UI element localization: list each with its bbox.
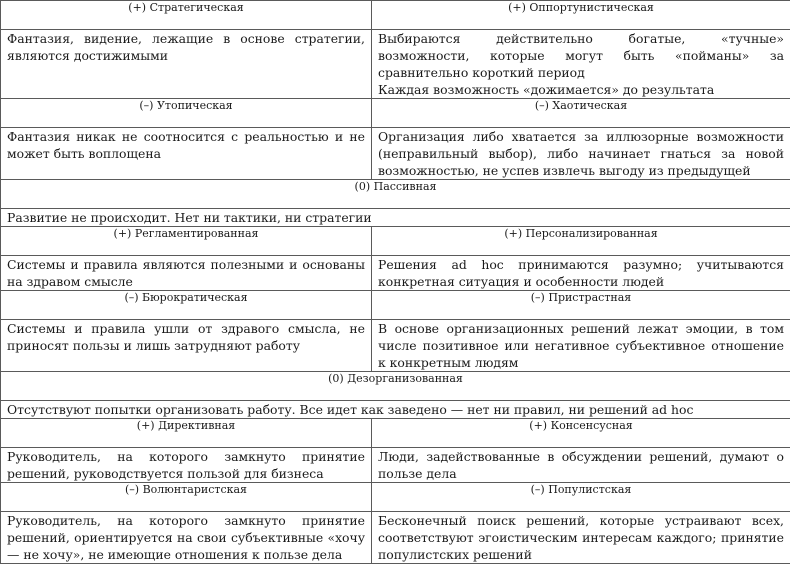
- cell-directive-description: Руководитель, на которого замкнуто принятие решений, руководствуется пользой для бизнеса: [1, 448, 372, 483]
- table-row: [1, 256, 790, 291]
- table-row: [1, 209, 790, 227]
- table-row: [1, 128, 790, 180]
- cell-regulated-header: (+) Регламентированная: [1, 227, 372, 256]
- cell-directive-header: (+) Директивная: [1, 419, 372, 448]
- table-row: [1, 180, 790, 209]
- cell-biased-header: (–) Пристрастная: [372, 291, 790, 320]
- table-row: [1, 291, 790, 320]
- cell-disorganized-header: (0) Дезорганизованная: [1, 372, 790, 401]
- cell-utopian-description: Фантазия никак не соотносится с реальностью и не может быть воплощена: [1, 128, 372, 180]
- cell-utopian-header: (–) Утопическая: [1, 99, 372, 128]
- opportunistic-description-line-2: Каждая возможность «дожимается» до результата: [378, 82, 715, 97]
- table-row: [1, 99, 790, 128]
- cell-personalized-header: (+) Персонализированная: [372, 227, 790, 256]
- table-row: [1, 448, 790, 483]
- cell-opportunistic-description: [372, 30, 790, 99]
- table-row: [1, 401, 790, 419]
- table-row: [1, 320, 790, 372]
- cell-populist-description: Бесконечный поиск решений, которые устраивают всех, соответствуют эгоистическим интересам каждого; принятие популистских решений: [372, 512, 790, 564]
- cell-bureaucratic-header: (–) Бюрократическая: [1, 291, 372, 320]
- cell-opportunistic-header: (+) Оппортунистическая: [372, 1, 790, 30]
- cell-voluntarist-description: Руководитель, на которого замкнуто принятие решений, ориентируется на свои субъективные «хочу — не хочу», не имеющие отношения к пользе дела: [1, 512, 372, 564]
- cell-regulated-description: Системы и правила являются полезными и основаны на здравом смысле: [1, 256, 372, 291]
- cell-chaotic-description: Организация либо хватается за иллюзорные возможности (неправильный выбор), либо начинает гнаться за новой возможностью, не успев извлечь выгоду из предыдущей: [372, 128, 790, 180]
- table-row: [1, 419, 790, 448]
- table-row: [1, 1, 790, 30]
- cell-voluntarist-header: (–) Волюнтаристская: [1, 483, 372, 512]
- cell-strategic-header: (+) Стратегическая: [1, 1, 372, 30]
- cell-passive-description: Развитие не происходит. Нет ни тактики, ни стратегии: [1, 209, 790, 227]
- table-row: [1, 30, 790, 99]
- cell-personalized-description: Решения ad hoc принимаются разумно; учитываются конкретная ситуация и особенности людей: [372, 256, 790, 291]
- cell-consensus-description: Люди, задействованные в обсуждении решений, думают о пользе дела: [372, 448, 790, 483]
- cell-populist-header: (–) Популистская: [372, 483, 790, 512]
- table-row: [1, 483, 790, 512]
- table-row: [1, 512, 790, 564]
- cell-consensus-header: (+) Консенсусная: [372, 419, 790, 448]
- cell-strategic-description: Фантазия, видение, лежащие в основе стратегии, являются достижимыми: [1, 30, 372, 99]
- cell-biased-description: В основе организационных решений лежат эмоции, в том числе позитивное или негативное субъективное отношение к конкретным людям: [372, 320, 790, 372]
- cell-bureaucratic-description: Системы и правила ушли от здравого смысла, не приносят пользы и лишь затрудняют работу: [1, 320, 372, 372]
- table-row: [1, 372, 790, 401]
- table-row: [1, 227, 790, 256]
- opportunistic-description-line-1: Выбираются действительно богатые, «тучные» возможности, которые могут быть «пойманы» за сравнительно короткий период: [378, 31, 784, 80]
- cell-disorganized-description: Отсутствуют попытки организовать работу. Все идет как заведено — нет ни правил, ни решений ad hoc: [1, 401, 790, 419]
- cell-passive-header: (0) Пассивная: [1, 180, 790, 209]
- cell-chaotic-header: (–) Хаотическая: [372, 99, 790, 128]
